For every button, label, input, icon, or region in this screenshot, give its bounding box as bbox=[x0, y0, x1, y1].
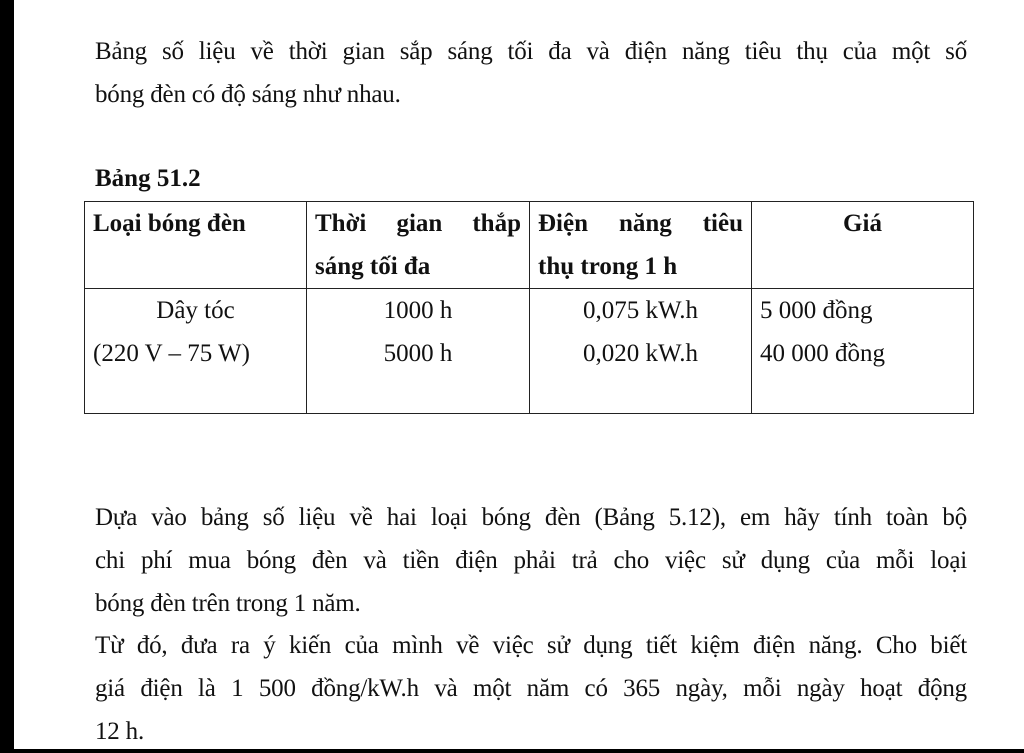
intro-line-1: Bảng số liệu về thời gian sắp sáng tối đa và điện năng tiêu thụ của một số bbox=[95, 38, 967, 65]
header-cell-time: Thời gian thắp sáng tối đa bbox=[307, 202, 530, 289]
header-cell-type: Loại bóng đèn bbox=[85, 202, 307, 289]
cell-price: 5 000 đồng 40 000 đồng bbox=[752, 289, 974, 414]
table-caption: Bảng 51.2 bbox=[95, 165, 201, 192]
table-header-row bbox=[85, 202, 974, 289]
table-row bbox=[85, 289, 974, 414]
question-line-1: Dựa vào bảng số liệu về hai loại bóng đèn (Bảng 5.12), em hãy tính toàn bộ bbox=[95, 504, 967, 531]
header-cell-energy: Điện năng tiêu thụ trong 1 h bbox=[530, 202, 752, 289]
question-line-2: chi phí mua bóng đèn và tiền điện phải trả cho việc sử dụng của mỗi loại bbox=[95, 547, 967, 574]
followup-line-1: Từ đó, đưa ra ý kiến của mình về việc sử dụng tiết kiệm điện năng. Cho biết bbox=[95, 632, 967, 659]
question-line-3: bóng đèn trên trong 1 năm. bbox=[95, 590, 361, 617]
intro-paragraph bbox=[95, 30, 967, 116]
data-table bbox=[84, 201, 974, 414]
cell-lifetime: 1000 h 5000 h bbox=[307, 289, 530, 414]
cell-bulb-type: Dây tóc (220 V – 75 W) bbox=[85, 289, 307, 414]
cell-energy: 0,075 kW.h 0,020 kW.h bbox=[530, 289, 752, 414]
question-paragraph bbox=[95, 496, 967, 625]
document-page bbox=[14, 0, 1024, 749]
header-cell-price: Giá bbox=[752, 202, 974, 289]
followup-line-2: giá điện là 1 500 đồng/kW.h và một năm có 365 ngày, mỗi ngày hoạt động bbox=[95, 675, 967, 702]
intro-line-2: bóng đèn có độ sáng như nhau. bbox=[95, 81, 401, 108]
followup-paragraph bbox=[95, 624, 967, 753]
followup-line-3: 12 h. bbox=[95, 718, 145, 745]
